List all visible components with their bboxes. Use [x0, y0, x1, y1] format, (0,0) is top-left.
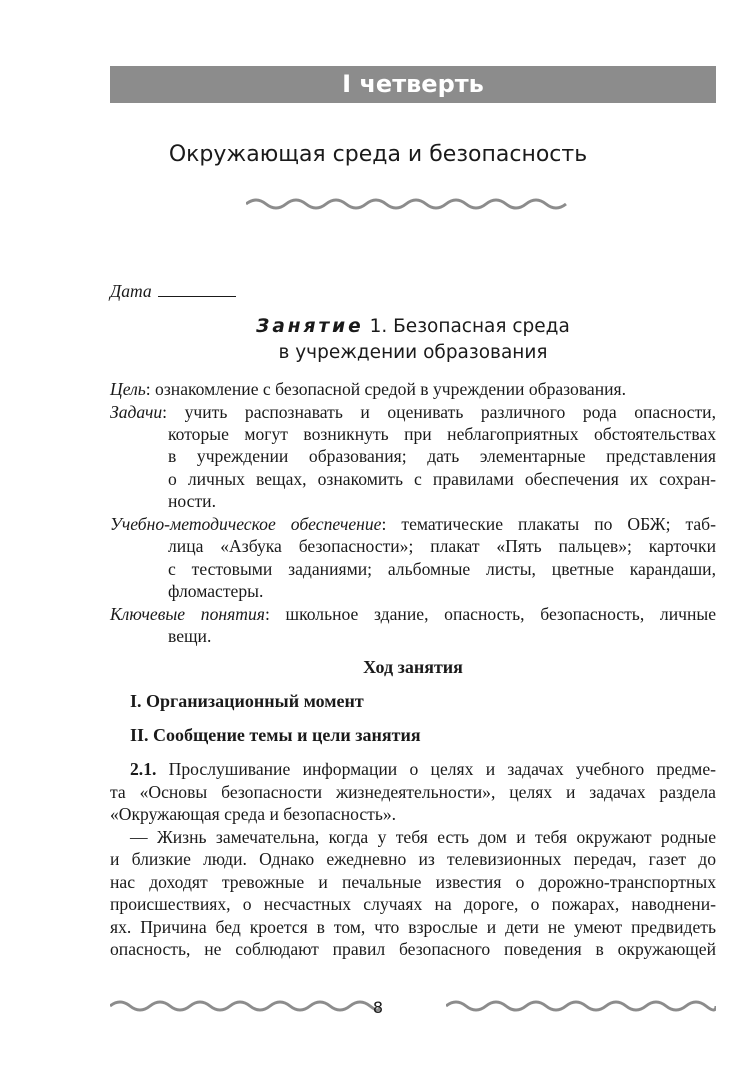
concepts-line1: Ключевые понятия: школьное здание, опасность, безопасность, личные: [110, 604, 716, 624]
tasks-line2: которые могут возникнуть при неблагоприятных обстоятельствах: [168, 424, 716, 444]
para2-line1: — Жизнь замечательна, когда у тебя есть дом и тебя окружают родные: [130, 827, 716, 847]
materials-line3: с тестовыми заданиями; альбомные листы, цветные карандаши,: [168, 559, 716, 579]
tasks-line1: Задачи: учить распознавать и оценивать различного рода опасности,: [110, 402, 716, 422]
concepts-label: Ключевые понятия: [110, 604, 265, 624]
date-label: Дата: [110, 281, 152, 301]
tasks-line4: о личных вещах, ознакомить с правилами обеспечения их сохран-: [168, 469, 716, 489]
lesson-title-line2: в учреждении образования: [278, 342, 548, 363]
para1-line1: 2.1. Прослушивание информации о целях и задачах учебного предме-: [130, 759, 716, 779]
stage-1-heading: I. Организационный момент: [130, 691, 364, 711]
lesson-word: Занятие: [256, 316, 364, 337]
page-number: 8: [372, 998, 384, 1017]
goal-label: Цель: [110, 379, 146, 399]
para2-line6: опасность, не соблюдают правил безопасного поведения в окружающей: [110, 939, 716, 959]
lesson-title-line1: 1. Безопасная среда: [363, 316, 570, 337]
date-field: [110, 280, 716, 303]
progress-heading: Ход занятия: [363, 657, 463, 677]
footer-wave-right: [446, 998, 716, 1014]
lesson-heading: [110, 314, 716, 340]
materials-line1: Учебно-методическое обеспечение: тематические плакаты по ОБЖ; таб-: [110, 514, 716, 534]
para2-line3: нас доходят тревожные и печальные известия о дорожно-транспортных: [110, 872, 716, 892]
section-title: Окружающая среда и безопасность: [168, 142, 588, 167]
tasks-line5: ности.: [168, 491, 216, 511]
materials-line2: лица «Азбука безопасности»; плакат «Пять пальцев»; карточки: [168, 536, 716, 556]
date-blank: [158, 280, 236, 297]
goal-text: : ознакомление с безопасной средой в учреждении образования.: [145, 379, 627, 399]
para2-line2: и близкие люди. Однако ежедневно из телевизионных передач, газет до: [110, 849, 716, 869]
para1-number: 2.1.: [130, 759, 157, 779]
para2-line5: ях. Причина бед кроется в том, что взрослые и дети не умеют предвидеть: [110, 917, 716, 937]
title-wave-divider: [246, 196, 576, 212]
materials-line4: фломастеры.: [168, 581, 264, 601]
materials-label: Учебно-методическое обеспечение: [110, 514, 382, 534]
para1-line2: та «Основы безопасности жизнедеятельности», целях и задачах раздела: [110, 782, 716, 802]
goal-line: [110, 378, 716, 401]
concepts-line2: вещи.: [168, 626, 212, 646]
para1-line3: «Окружающая среда и безопасность».: [110, 804, 397, 824]
tasks-label: Задачи: [110, 402, 163, 422]
tasks-line3: в учреждении образования; дать элементарные представления: [168, 446, 716, 466]
quarter-banner: [110, 66, 716, 103]
quarter-label: I четверть: [342, 70, 484, 98]
stage-2-heading: II. Сообщение темы и цели занятия: [130, 725, 421, 745]
para2-line4: происшествиях, о несчастных случаях на дороге, о пожарах, наводнени-: [110, 894, 716, 914]
